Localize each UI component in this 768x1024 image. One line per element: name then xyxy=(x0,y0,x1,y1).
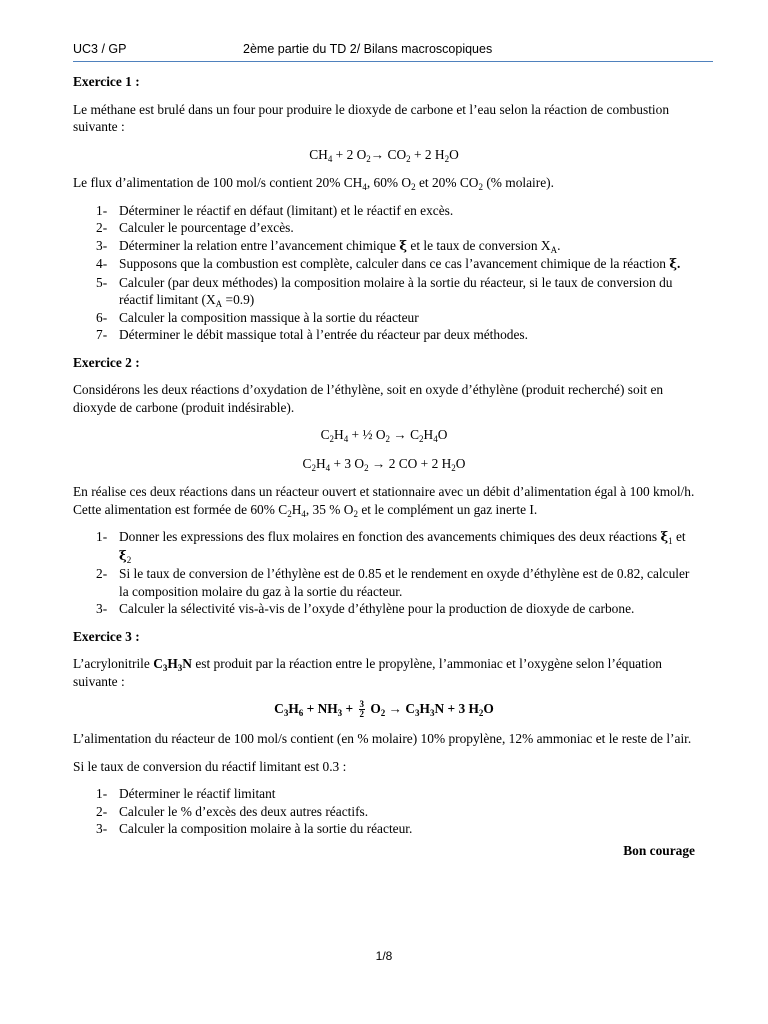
page-number: 1/8 xyxy=(375,949,393,963)
header-rule xyxy=(73,61,713,62)
list-item: 1- Déterminer le réactif en défaut (limitant) et le réactif en excès. xyxy=(96,202,454,218)
list-item: 3- Calculer la composition molaire à la sortie du réacteur. xyxy=(96,821,413,837)
exercise-1-feed: Le flux d’alimentation de 100 mol/s contient 20% $CH_4$, 60% $O_2$ et 20% $CO_2$ (% molaire). xyxy=(73,175,554,192)
list-item: 2- Calculer le % d’excès des deux autres réactifs. xyxy=(96,803,369,819)
list-item: 3- Déterminer la relation entre l’avancement chimique ξ et le taux de conversion $X_A$. xyxy=(96,237,561,255)
exercise-1-equation: $CH_4 + 2$ $O_2\to CO_2 + 2$ $H_2O$ xyxy=(309,146,459,164)
exercise-2-title: Exercice 2 : xyxy=(73,354,140,370)
closing-sign: Bon courage xyxy=(623,842,695,858)
fraction-three-halves: $\frac{3}{2}$ xyxy=(359,699,364,720)
list-item: 2- Calculer le pourcentage d’excès. xyxy=(96,220,294,235)
list-item: 7- Déterminer le débit massique total à l’entrée du réacteur par deux méthodes. xyxy=(96,327,528,342)
exercise-3-questions xyxy=(73,785,695,838)
page-header xyxy=(73,42,713,62)
exercise-2-equation-2: $C_2H_4 + 3$ $O_2 \to 2$ CO + 2 $H_2O$ xyxy=(302,455,466,473)
exercise-2-equation-1: $C_2H_4$ + ½ $O_2 \to C_2H_4O$ xyxy=(320,427,448,444)
list-item: 2- Si le taux de conversion de l’éthylène est de 0.85 et le rendement en oxyde d’éthylène est de 0.82, calculer la composition molaire du gaz à la sortie du réacteur. xyxy=(96,566,690,599)
list-item: 1- Donner les expressions des flux molaires en fonction des avancements chimiques des deux réactions $\xi_1$ et $\xi_2$ xyxy=(96,529,686,565)
header-course: UC3 / GP xyxy=(73,42,127,56)
exercise-1-title: Exercice 1 : xyxy=(73,74,140,89)
exercise-2-intro: Considérons les deux réactions d’oxydation de l’éthylène, soit en oxyde d’éthylène (produit recherché) soit en dioxyde de carbone (produit indésirable). xyxy=(73,382,664,415)
exercise-2-conditions: En réalise ces deux réactions dans un réacteur ouvert et stationnaire avec un débit d’alimentation égal à 100 kmol/h. Cette alimentation est formée de 60% $C_2H_4$, 35 % $O_2$ et le complément un gaz inerte I. xyxy=(73,484,695,519)
list-item: 4- Supposons que la combustion est complète, calculer dans ce cas l’avancement chimique de la réaction ξ. xyxy=(96,256,681,272)
list-item: 3- Calculer la sélectivité vis-à-vis de l’oxyde d’éthylène pour la production de dioxyde de carbone. xyxy=(96,601,635,616)
document-body xyxy=(73,73,695,859)
exercise-3-intro: L’acrylonitrile $C_3H_3N$ est produit par la réaction entre le propylène, l’ammoniac et l’oxygène selon l’équation suivante : xyxy=(73,656,662,689)
exercise-1-intro: Le méthane est brulé dans un four pour produire le dioxyde de carbone et l’eau selon la réaction de combustion suivante : xyxy=(73,101,670,134)
exercise-3-title: Exercice 3 : xyxy=(73,628,140,644)
header-title: 2ème partie du TD 2/ Bilans macroscopiques xyxy=(243,42,493,56)
exercise-3-equation: $C_3H_6 + NH_3$ + $\frac{3}{2}$ $O_2 \to C_3H_3N + 3$ $H_2O$ xyxy=(274,699,494,720)
exercise-2-questions xyxy=(73,528,695,618)
exercise-1-questions xyxy=(73,202,695,344)
list-item: 6- Calculer la composition massique à la sortie du réacteur xyxy=(96,309,419,325)
exercise-3-condition: Si le taux de conversion du réactif limitant est 0.3 : xyxy=(73,758,347,774)
exercise-3-feed: L’alimentation du réacteur de 100 mol/s contient (en % molaire) 10% propylène, 12% ammoniac et le reste de l’air. xyxy=(73,731,692,747)
list-item: 1- Déterminer le réactif limitant xyxy=(96,786,276,802)
list-item: 5- Calculer (par deux méthodes) la composition molaire à la sortie du réacteur, si le taux de conversion du réactif limitant $(X_A =0.9)$ xyxy=(96,274,673,309)
